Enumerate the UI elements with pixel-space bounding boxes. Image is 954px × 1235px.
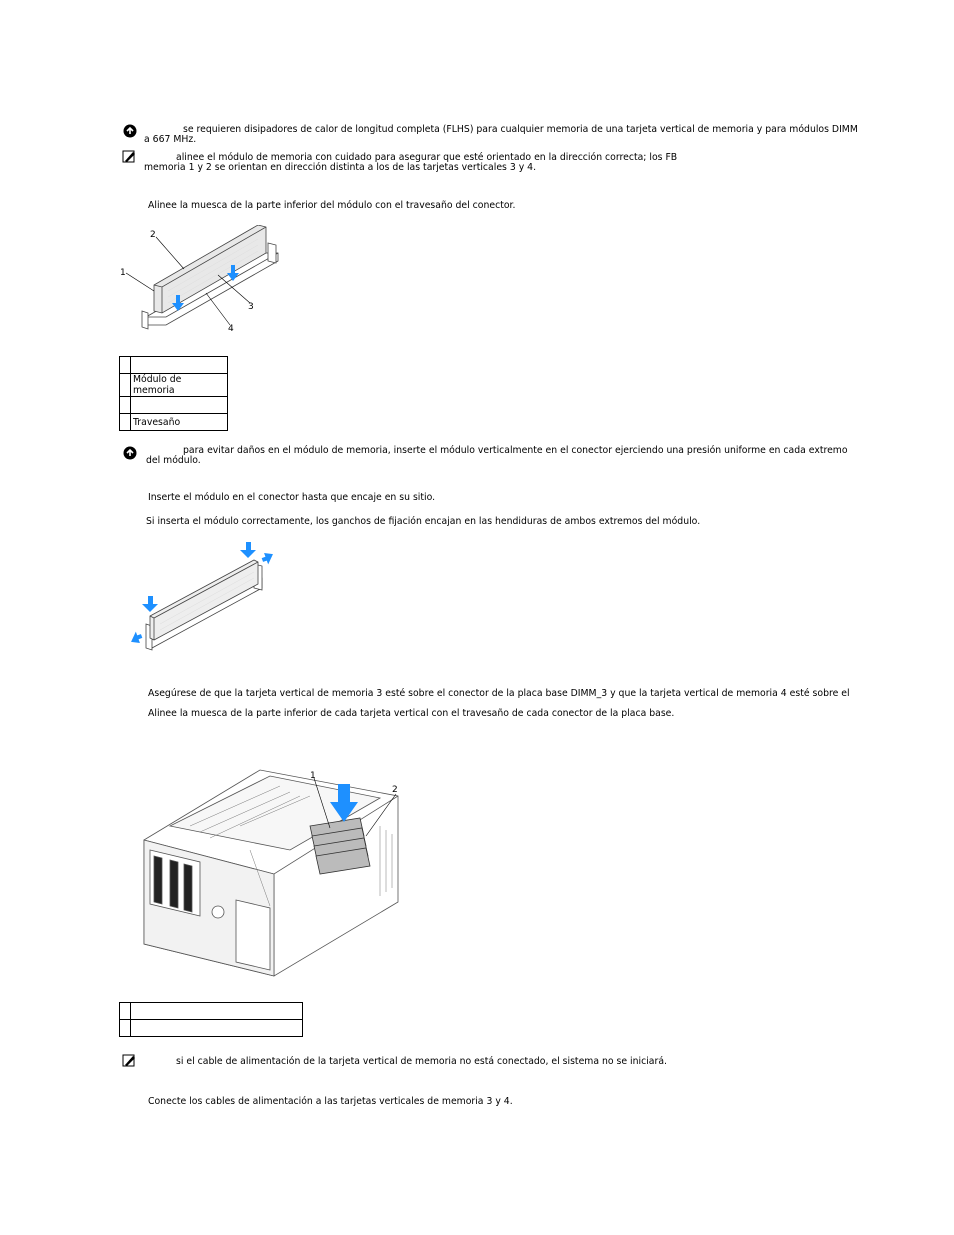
memory-module-figure bbox=[118, 225, 288, 345]
legend-table-1 bbox=[119, 356, 228, 431]
legend-table-2 bbox=[119, 1002, 303, 1037]
notice-3-line1: para evitar daños en el módulo de memoria, inserte el módulo verticalmente en el conector ejerciendo una presión uniforme en cada extremo bbox=[183, 445, 848, 456]
chassis-figure bbox=[140, 766, 402, 978]
legend-label bbox=[131, 357, 228, 374]
legend-num bbox=[120, 1003, 131, 1020]
notice-3-line2: del módulo. bbox=[146, 455, 201, 466]
note-icon bbox=[122, 1054, 136, 1067]
notice-1-line1: se requieren disipadores de calor de longitud completa (FLHS) para cualquier memoria de una tarjeta vertical de memoria y para módulos DIMM bbox=[183, 124, 858, 135]
legend-num bbox=[120, 397, 131, 414]
note-2-line2: memoria 1 y 2 se orientan en dirección distinta a los de las tarjetas verticales 3 y 4. bbox=[144, 162, 537, 173]
note-2-line1: alinee el módulo de memoria con cuidado para asegurar que esté orientado en la dirección correcta; los FB bbox=[176, 152, 678, 163]
figure1-callout-4: 4 bbox=[228, 324, 234, 334]
legend-label: Travesaño bbox=[131, 414, 228, 431]
legend-num bbox=[120, 1020, 131, 1037]
notice-icon bbox=[123, 446, 137, 460]
legend-label bbox=[131, 1020, 303, 1037]
legend-num bbox=[120, 357, 131, 374]
figure3-callout-1: 1 bbox=[310, 771, 316, 781]
table-row bbox=[120, 357, 228, 374]
module-inserted-figure bbox=[128, 540, 278, 655]
callout-line-1 bbox=[126, 273, 154, 291]
legend-num bbox=[120, 414, 131, 431]
step-connect: Conecte los cables de alimentación a las tarjetas verticales de memoria 3 y 4. bbox=[148, 1096, 513, 1107]
step-riser-align: Alinee la muesca de la parte inferior de cada tarjeta vertical con el travesaño de cada conector de la placa base. bbox=[148, 708, 675, 719]
table-row bbox=[120, 414, 228, 431]
notice-1-line2: a 667 MHz. bbox=[144, 134, 197, 145]
figure1-callout-1: 1 bbox=[120, 268, 126, 278]
step-insert: Inserte el módulo en el conector hasta que encaje en su sitio. bbox=[148, 492, 436, 503]
legend-label bbox=[131, 397, 228, 414]
figure3-callout-2: 2 bbox=[392, 785, 398, 795]
figure1-callout-3: 3 bbox=[248, 302, 254, 312]
legend-num bbox=[120, 374, 131, 397]
figure1-callout-2: 2 bbox=[150, 230, 156, 240]
table-row bbox=[120, 1020, 303, 1037]
callout-line-2 bbox=[156, 237, 184, 269]
note-icon bbox=[122, 150, 136, 163]
table-row bbox=[120, 1003, 303, 1020]
step-align-notch: Alinee la muesca de la parte inferior del módulo con el travesaño del conector. bbox=[148, 200, 516, 211]
note-4: si el cable de alimentación de la tarjeta vertical de memoria no está conectado, el sistema no se iniciará. bbox=[176, 1056, 667, 1067]
table-row bbox=[120, 397, 228, 414]
step-insert-info: Si inserta el módulo correctamente, los ganchos de fijación encajan en las hendiduras de ambos extremos del módulo. bbox=[146, 516, 701, 527]
step-riser-check: Asegúrese de que la tarjeta vertical de memoria 3 esté sobre el conector de la placa base DIMM_3 y que la tarjeta vertical de memoria 4 esté sobre el bbox=[148, 688, 850, 699]
callout-line-4 bbox=[206, 293, 230, 325]
legend-label: Módulo de memoria bbox=[131, 374, 228, 397]
notice-icon bbox=[123, 124, 137, 138]
legend-label bbox=[131, 1003, 303, 1020]
table-row bbox=[120, 374, 228, 397]
